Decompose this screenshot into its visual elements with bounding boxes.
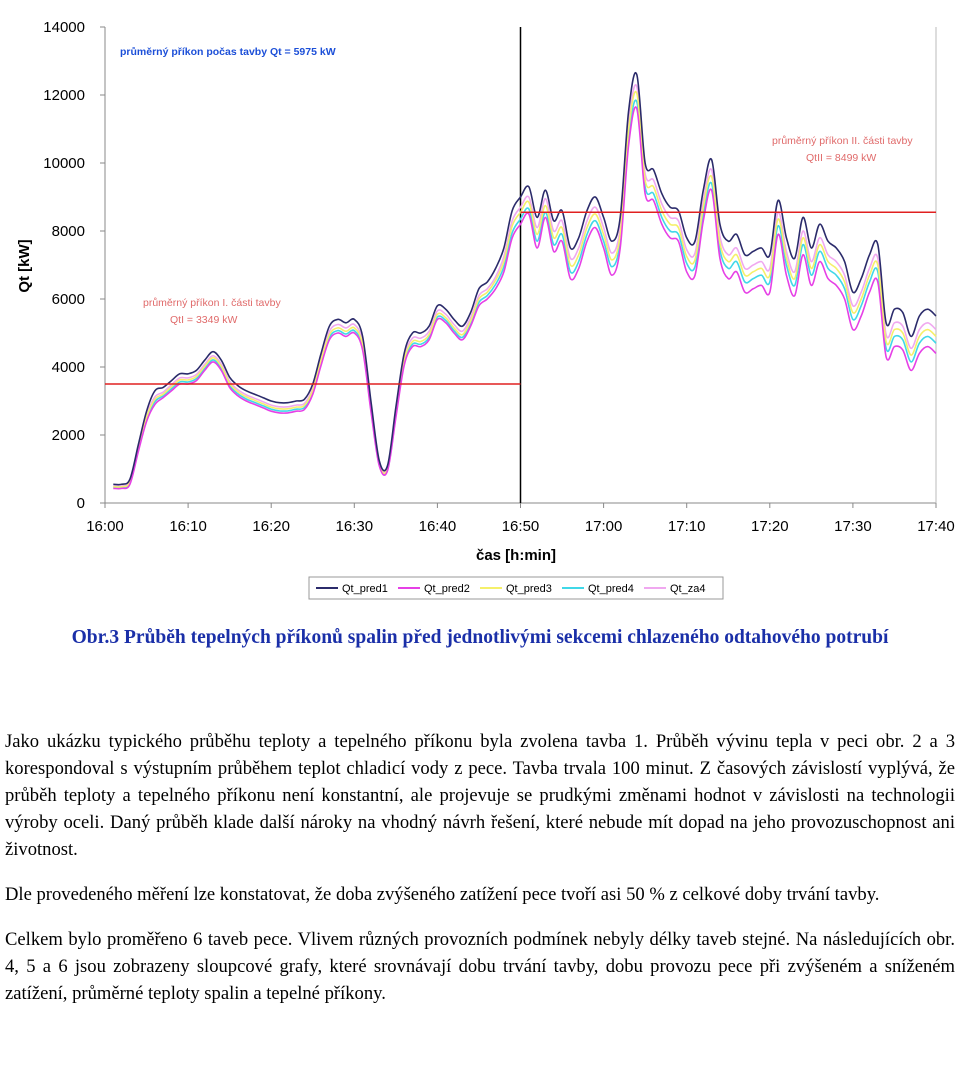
annotation-part2-line2: QtII = 8499 kW (806, 152, 877, 164)
y-tick-label: 14000 (43, 19, 85, 36)
annotation-part2-line1: průměrný příkon II. části tavby (772, 135, 913, 147)
y-tick-label: 4000 (51, 359, 85, 376)
legend-label: Qt_pred1 (342, 583, 388, 595)
x-tick-label: 17:30 (834, 518, 872, 535)
paragraph: Jako ukázku typického průběhu teploty a tepelného příkonu byla zvolena tavba 1. Průběh vývinu tepla v peci obr. 2 a 3 korespondoval s výstupním průběhem teplot chladicí vody z pece. Tavba trvala 100 minut. Z časových závislostí vyplývá, že průběh teploty a tepelného příkonu není konstantní, ale projevuje se prudkými změnami hodnot v závislosti na technologii výroby oceli. Daný průběh klade další nároky na vhodný návrh řešení, které nebude mít dopad na jeho provozuschopnost ani životnost. (5, 731, 955, 860)
y-tick-label: 2000 (51, 427, 85, 444)
x-tick-label: 17:10 (667, 518, 706, 535)
x-tick-label: 16:40 (418, 518, 457, 535)
paragraph: Celkem bylo proměřeno 6 taveb pece. Vlivem různých provozních podmínek nebyly délky taveb stejné. Na následujících obr. 4, 5 a 6 jsou zobrazeny sloupcové grafy, které srovnávají dobu trvání tavby, dobu provozu pece při zvýšeném a sníženém zatížení, průměrné teploty spalin a tepelné příkony. (5, 929, 955, 1004)
x-tick-label: 16:10 (169, 518, 207, 535)
legend-label: Qt_za4 (670, 583, 706, 595)
y-tick-label: 6000 (51, 291, 85, 308)
legend-label: Qt_pred2 (424, 583, 470, 595)
annotation-part1-line2: QtI = 3349 kW (170, 314, 238, 326)
x-tick-label: 16:20 (252, 518, 290, 535)
y-tick-label: 12000 (43, 87, 85, 104)
y-tick-label: 10000 (43, 155, 85, 172)
chart-legend (309, 577, 723, 599)
y-axis-title: Qt [kW] (16, 239, 33, 293)
x-tick-label: 17:00 (584, 518, 623, 535)
x-tick-label: 17:20 (751, 518, 789, 535)
x-axis-title: čas [h:min] (475, 547, 557, 564)
paragraph: Dle provedeného měření lze konstatovat, že doba zvýšeného zatížení pece tvoří asi 50 % z celkové doby trvání tavby. (5, 884, 880, 905)
legend-label: Qt_pred4 (588, 583, 634, 595)
legend-label: Qt_pred3 (506, 583, 552, 595)
annotation-part1-line1: průměrný příkon I. části tavby (143, 297, 281, 309)
x-tick-label: 16:00 (86, 518, 124, 535)
x-tick-label: 16:30 (335, 518, 374, 535)
y-tick-label: 0 (76, 495, 85, 512)
series-line-qt-pred3 (113, 92, 936, 487)
chart-annotations (120, 46, 913, 326)
x-tick-label: 16:50 (501, 518, 540, 535)
annotation-total: průměrný příkon počas tavby Qt = 5975 kW (120, 46, 336, 58)
figure-caption (30, 624, 930, 652)
body-text (5, 728, 955, 1025)
caption-text: Průběh tepelných příkonů spalin před jednotlivými sekcemi chlazeného odtahového potrubí (119, 627, 889, 648)
caption-prefix: Obr.3 (71, 627, 120, 648)
x-tick-label: 17:40 (917, 518, 955, 535)
y-tick-label: 8000 (51, 223, 85, 240)
